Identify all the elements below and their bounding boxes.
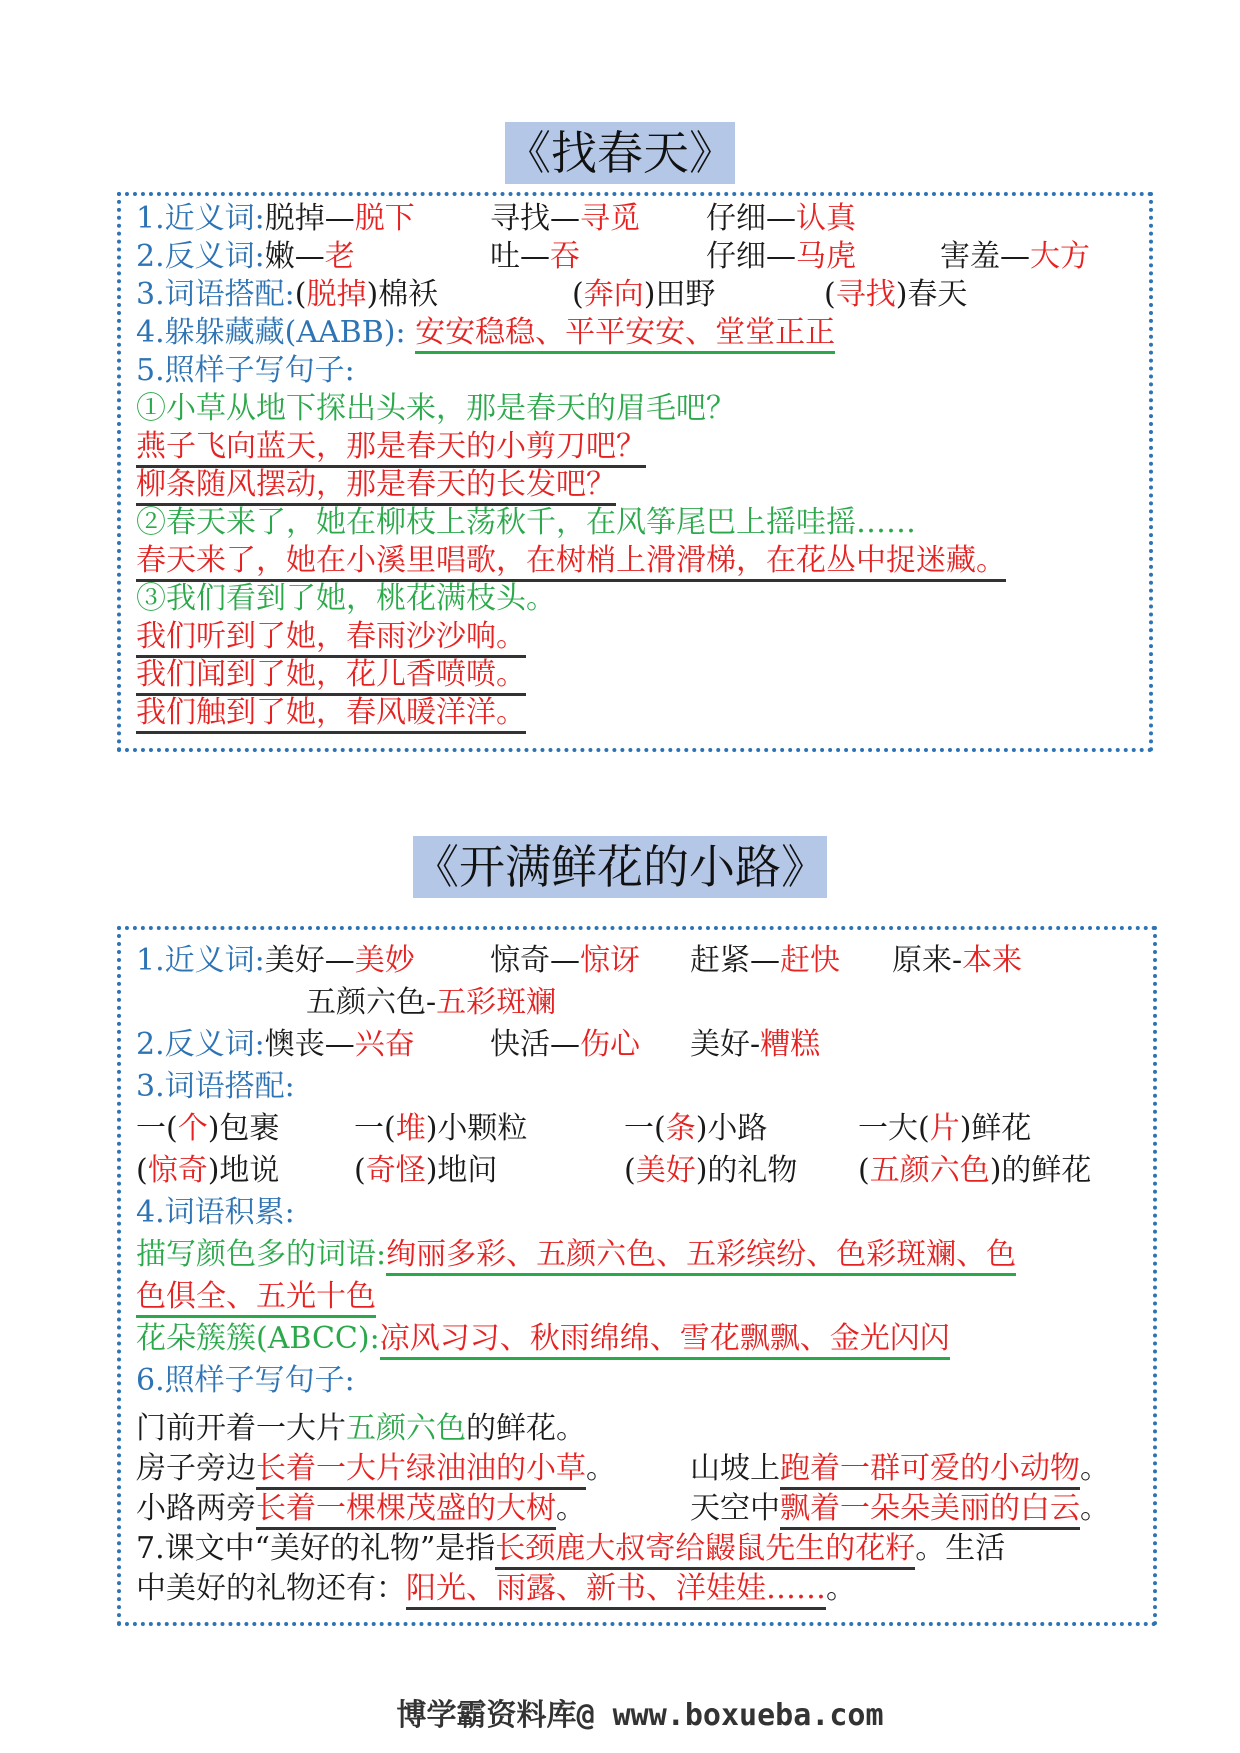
s2-col-r1-2: 一(堆)小颗粒 bbox=[354, 1111, 528, 1146]
s1-synonyms: 1.近义词:脱掉—脱下 bbox=[136, 201, 415, 236]
s1-answer-5: 我们闻到了她，花儿香喷喷。 bbox=[136, 656, 526, 694]
s2-col-r1-3: 一(条)小路 bbox=[624, 1111, 768, 1146]
s1-collocation: 3.词语搭配:(脱掉)棉袄 bbox=[136, 277, 439, 312]
s1-aabb: 4.躲躲藏藏(AABB): 安安稳稳、平平安安、堂堂正正 bbox=[136, 314, 835, 352]
s1-sentence-heading: 5.照样子写句子: bbox=[136, 353, 355, 388]
s2-sentence-2: 房子旁边长着一大片绿油油的小草。 bbox=[136, 1450, 616, 1488]
s1-ant-2: 吐—吞 bbox=[490, 239, 580, 274]
footer-watermark: 博学霸资料库@ www.boxueba.com bbox=[396, 1698, 884, 1733]
s1-ant-3: 仔细—马虎 bbox=[706, 239, 856, 274]
s1-answer-1: 燕子飞向蓝天，那是春天的小剪刀吧？ bbox=[136, 428, 646, 466]
s2-syn-2: 惊奇—惊讶 bbox=[490, 943, 640, 978]
s2-accumulation-heading: 4.词语积累: bbox=[136, 1195, 295, 1230]
s2-col-r2-4: (五颜六色)的鲜花 bbox=[858, 1153, 1092, 1188]
s2-synonyms: 1.近义词:美好—美妙 bbox=[136, 943, 415, 978]
s1-col-3: (寻找)春天 bbox=[824, 277, 968, 312]
s2-gift-line-2: 中美好的礼物还有：阳光、雨露、新书、洋娃娃……。 bbox=[136, 1570, 856, 1608]
s2-abcc: 花朵簇簇(ABCC):凉风习习、秋雨绵绵、雪花飘飘、金光闪闪 bbox=[136, 1320, 950, 1358]
s2-sentence-example: 门前开着一大片五颜六色的鲜花。 bbox=[136, 1411, 586, 1446]
s2-sentence-3: 山坡上跑着一群可爱的小动物。 bbox=[690, 1450, 1110, 1488]
s1-ant-4: 害羞—大方 bbox=[940, 239, 1090, 274]
s2-col-r2-3: (美好)的礼物 bbox=[624, 1153, 798, 1188]
s2-antonyms: 2.反义词:懊丧—兴奋 bbox=[136, 1027, 415, 1062]
s2-sentence-5: 天空中飘着一朵朵美丽的白云。 bbox=[690, 1490, 1110, 1528]
s2-col-r1-1: 一(个)包裹 bbox=[136, 1111, 280, 1146]
s2-syn-4: 原来-本来 bbox=[892, 943, 1023, 978]
s2-gift-line-1: 7.课文中“美好的礼物”是指长颈鹿大叔寄给鼹鼠先生的花籽。生活 bbox=[136, 1530, 1005, 1568]
s2-color-words: 描写颜色多的词语:绚丽多彩、五颜六色、五彩缤纷、色彩斑斓、色 bbox=[136, 1236, 1016, 1274]
s1-example-1: ①小草从地下探出头来，那是春天的眉毛吧？ bbox=[136, 391, 736, 426]
s1-answer-3: 春天来了，她在小溪里唱歌，在树梢上滑滑梯，在花丛中捉迷藏。 bbox=[136, 542, 1006, 580]
s2-ant-2: 快活—伤心 bbox=[490, 1027, 640, 1062]
s1-syn-3: 仔细—认真 bbox=[706, 201, 856, 236]
s2-ant-3: 美好-糟糕 bbox=[690, 1027, 821, 1062]
s2-col-r1-4: 一大(片)鲜花 bbox=[858, 1111, 1032, 1146]
s1-antonyms: 2.反义词:嫩—老 bbox=[136, 239, 355, 274]
s1-syn-2: 寻找—寻觅 bbox=[490, 201, 640, 236]
s2-sentence-4: 小路两旁长着一棵棵茂盛的大树。 bbox=[136, 1490, 586, 1528]
s1-col-2: (奔向)田野 bbox=[572, 277, 716, 312]
s2-col-r2-1: (惊奇)地说 bbox=[136, 1153, 280, 1188]
s1-answer-6: 我们触到了她，春风暖洋洋。 bbox=[136, 694, 526, 732]
s1-example-2: ②春天来了，她在柳枝上荡秋千，在风筝尾巴上摇哇摇…… bbox=[136, 505, 916, 540]
s2-sentence-heading: 6.照样子写句子: bbox=[136, 1363, 355, 1398]
title-zhao-chuntian: 《找春天》 bbox=[505, 122, 735, 184]
s1-example-3: ③我们看到了她，桃花满枝头。 bbox=[136, 581, 556, 616]
s1-answer-4: 我们听到了她，春雨沙沙响。 bbox=[136, 618, 526, 656]
s2-syn-3: 赶紧—赶快 bbox=[690, 943, 840, 978]
s2-col-r2-2: (奇怪)地问 bbox=[354, 1153, 498, 1188]
s2-syn-5: 五颜六色-五彩斑斓 bbox=[306, 985, 557, 1020]
s2-collocation-heading: 3.词语搭配: bbox=[136, 1069, 295, 1104]
title-kaiman-xianhua: 《开满鲜花的小路》 bbox=[413, 836, 827, 898]
s1-answer-2: 柳条随风摆动，那是春天的长发吧？ bbox=[136, 466, 616, 504]
s2-color-words-cont: 色俱全、五光十色 bbox=[136, 1278, 376, 1316]
